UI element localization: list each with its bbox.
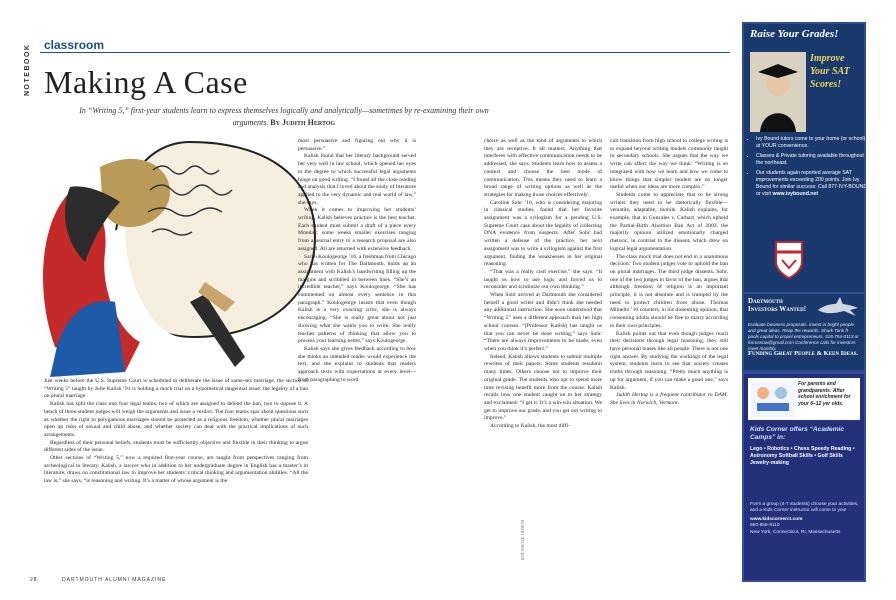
ivy-ad-bullet-text: Our students again reported average SAT improvements exceeding 200 points. Join Ivy Bound for similar success: Call 877-IVY-BOUND or visit (756, 170, 868, 197)
paragraph: Kalish points out that even though judges reach their decisions through legal reasoning, they still have personal biases like all people. There is not one right answer. By studying the workings of the legal system, students learn to see that society creates truths through reasoning. “Pretty much anything is up for argument, if you can make a good one,” says Kalish. (610, 330, 728, 391)
kids-ad-location: New York, Connecticut, RI, Massachusetts (750, 529, 841, 535)
paragraph: most persuasive and figuring out why it is persuasive.” (298, 138, 416, 152)
shark-icon (816, 296, 860, 318)
ivy-ad-bullet: • Ivy Bound tutors come to your home (or school) at YOUR convenience. (756, 136, 868, 150)
middle-column (298, 138, 416, 385)
footer-left-page-number: 28 (30, 577, 38, 583)
investors-ad-tagline: Funding Great People & Keen Ideas. (748, 350, 859, 357)
ivy-bound-ad[interactable] (742, 22, 866, 294)
paragraph: Regardless of their personal beliefs, students must be sufficiently objective and flexible in their thinking to argue different sides of the issue. (44, 439, 308, 454)
dek-text: In “Writing 5,” first-year students learn to express themselves logically and analytically—sometimes by re-examining their own arguments. (79, 106, 489, 127)
ivy-ad-bullets (748, 136, 868, 201)
investors-ad-body: Evaluate business proposals. Invest in bright people and great ideas. Reap the rewards. Shark Tank ft pools capital to propel entrepreneurs. 516-754-0113 or forrosnow@gmail.com Conference calls for investors meet monthly. (748, 322, 859, 351)
investors-ad-title: Dartmouth Investors Wanted! (748, 297, 807, 313)
ivy-crest-icon (774, 240, 804, 280)
graduate-illustration (750, 52, 806, 132)
author-note: Judith Hertog is a frequent contributor to DAM. She lives in Norwich, Vermont. (610, 392, 728, 406)
right-column-1 (484, 138, 602, 431)
ivy-ad-url[interactable]: www.ivybound.net (772, 191, 819, 197)
kids-ad-parent-panel (748, 378, 860, 420)
left-column (44, 378, 308, 486)
byline: By Judith Hertog (270, 118, 336, 127)
paragraph: According to Kalish, the most diffi- (490, 423, 571, 430)
kids-ad-cta (750, 502, 860, 536)
ivy-ad-title: Raise Your Grades! (750, 28, 839, 40)
kids-ad-cta-text: Form a group (4-7 students) choose your activities, and a Kids Corner instructor will come to you! (750, 502, 859, 514)
article-headline: Making A Case (44, 64, 248, 100)
paragraph: choice as well as the kind of arguments to which they are receptive. It all matters. Anything that interferes with effective communication needs to be addressed, she says. Students learn how to assess a context and choose the best mode of communication. This means they need to learn a broad range of writing options as well as the strategies for making those choices effectively. (484, 138, 602, 198)
paragraph: Kalish says she gives feedback according to how she thinks an intended reader would experience the text, and she explains to students that readers approach texts with expectations at every level—from paragraphing to word (298, 345, 416, 383)
kids-ad-url[interactable]: www.kidscornerct.com (750, 516, 803, 522)
paragraph: Caroline Sohr ’16, who is considering majoring in classical studies, found that her favorite assignment was a syllogism for a pending U.S. Supreme Court case about the legality of collecting DNA evidence from suspects. After Sohr had written a defense of the practice, her next assignment was to write a syllogism against the first argument, finding the weaknesses in her original reasoning. (484, 199, 602, 268)
paragraph: cult transition from high school to college writing is to expand beyond writing models commonly taught in secondary schools. She argues that the way we write can affect the way we think: “Writing is so integrated with how we learn and how we come to know things that simpler models are no longer useful when our ideas are more complex.” (610, 138, 728, 191)
top-rule (40, 52, 730, 53)
paragraph: When it comes to improving her students’ writing, Kalish believes practice is the best teacher. Each student must submit a draft of a piece every Monday; some weeks smaller exercises ranging from a journal entry to a research proposal are also assigned. All are returned with extensive feedback. (298, 207, 416, 252)
paragraph: Other sections of “Writing 5,” now a required first-year course, are taught from perspectives ranging from archeological to literary. Kalish, a lawyer who in addition to her undergraduate degree in English has a master’s in literature, draws on constitutional law to improve her students’ critical thinking and argumentation abilities. “All the law is,” she says, “is reasoning and writing. It’s a matter of whose argument is the (44, 455, 308, 485)
paragraph: “That was a really cool exercise,” she says. “It taught us how to use logic and forced us to reconsider and scrutinize our own thinking.” (484, 268, 602, 291)
paragraph: Indeed, Kalish allows students to submit multiple rewrites of their papers. Some students resubmit many times. Others choose not to improve their original grade. The students who opt to spend more time revising benefit more from the course. Kalish recalls how one student caught on to her strategy and exclaimed: “I get it. It’s a win-win situation. We get to improve our grade, and you get our writing to improve.” (484, 353, 602, 422)
kids-ad-heading: Kids Corner offers “Academic Camps” in: (750, 426, 845, 441)
section-kicker: classroom (44, 38, 105, 52)
paragraph: The class mock trial does not end in a unanimous decision: Two student judges vote to uphold the ban on plural marriages. The third judge dissents. Sohr, one of the two judges in favor of the ban, argues that although freedom of religion is an important principle, it is not absolute and is trumped by the need to protect children from abuse. Thomas Milnello ’16 counters, in his dissenting opinion, that consenting adults should be free to marry according to their own principles. (610, 253, 728, 329)
paragraph: Kalish has split the class into four legal teams, two of which are assigned to defend the ban, two to oppose it. A bench of three student judges will weigh the arguments and issue a verdict. The four teams spar about questions such as whether the right to polygamous marriages should be protected as a religious freedom, whether plural marriages open up risks of sexual and child abuse, and whether society can deal with the practical implications of such arrangements. (44, 401, 308, 438)
kids-logo-icon (751, 381, 795, 417)
kids-ad-phone: 860-859-9110 (750, 523, 780, 529)
kids-corner-ad[interactable] (742, 372, 866, 582)
ivy-ad-bullet (756, 170, 868, 198)
right-column-2 (610, 138, 728, 408)
investors-ad[interactable] (742, 292, 866, 372)
article-dek (64, 105, 504, 129)
article-illustration (30, 132, 330, 377)
paragraph: Kalish found that her literary background served her very well in law school, which opened her eyes to the degree to which successful legal arguments hinge on good writing. “I found all the close reading and analysis that I loved about the study of literature applied to the very dynamic and real world of law,” she says. (298, 153, 416, 206)
graduate-photo (750, 52, 806, 132)
ivy-ad-bullet: • Classes & Private tutoring available throughout the northeast. (756, 153, 868, 167)
kids-ad-parent-text: For parents and grandparents: After school enrichment for your 6–12 yer olds. (798, 381, 851, 407)
kids-ad-activities: Lego • Robotics • Chess Speedy Reading • Astronomy Softball Skills • Golf Skills Jewelry-making (750, 446, 855, 466)
paragraph: Students come to appreciate that to be strong writers they need to be rhetorically flexible—versatile, adaptable, mobile. Kalish explains, for example, that in Gonzales v. Carhart, which upheld the Partial-Birth Abortion Ban Act of 2003, the majority opinion utilized emotionally charged rhetoric, in contrast to the dissent, which drew on logical legal argumentation. (610, 191, 728, 252)
paragraph: Sarah Koulogeorge ’16, a freshman from Chicago who has written for The Dartmouth, holds up an assignment with Kalish’s handwriting filling up the margins and scribbled in between lines. “She’s an incredible teacher,” says Koulogeorge. “She has commented on almost every sentence in this paragraph.” Koulogeorge insists that even though Kalish is a very exacting critic, she is always encouraging. “She is really great about not just showing what she wants you to write. She really teaches patterns of thinking that allow you to process your learning better,” says Koulogeorge. (298, 253, 416, 345)
paragraph: When Sohr arrived at Dartmouth she considered herself a good writer and didn’t think she needed any additional instruction. She soon understood that “Writing 5” uses a different approach than her high school courses. “[Professor Kalish] has taught us that you can never be done writing,” says Sohr. “There are always improvements to be made, even when you think it’s perfect.” (484, 292, 602, 352)
paragraph: Just weeks before the U.S. Supreme Court is scheduled to deliberate the issue of same-sex marriage, the section of “Writing 5” taught by Julie Kalish ’91 is holding a mock trial on a hypothetical tangential issue: the legality of a ban on plural marriage. (44, 378, 308, 400)
notebook-margin-label: NOTEBOOK (24, 43, 31, 96)
ivy-ad-promo: Improve Your SAT Scores! (810, 53, 850, 90)
footer-left-title: DARTMOUTH ALUMNI MAGAZINE (62, 577, 167, 583)
illustration-credit: ROBERT NEUBECKER (520, 520, 525, 561)
